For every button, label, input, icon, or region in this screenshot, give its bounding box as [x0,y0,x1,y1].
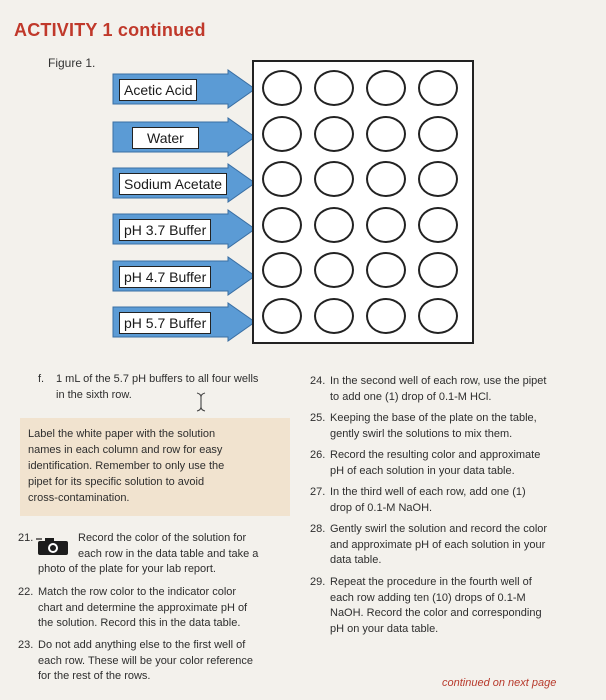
step-line: and approximate pH of each solution in your [330,538,546,551]
step-29 [310,575,600,637]
plate-well [366,252,406,288]
plate-well [314,207,354,243]
row-label-acetic-acid: Acetic Acid [119,79,197,101]
step-27 [310,485,600,516]
row-label-ph-4-7-buffer: pH 4.7 Buffer [119,266,211,288]
step-line: Record the color of the solution for [78,532,247,544]
step-line: NaOH. Record the color and corresponding [330,607,542,619]
note-line: names in each column and row for easy [28,444,223,456]
plate-well [262,298,302,334]
row-arrow [112,69,256,109]
row-label-ph-3-7-buffer: pH 3.7 Buffer [119,219,211,241]
row-label-ph-5-7-buffer: pH 5.7 Buffer [119,312,211,334]
step-line: drop of 0.1-M NaOH. [330,501,433,514]
camera-icon [36,536,70,556]
row-arrow [112,117,256,157]
step-line: for the rest of the rows. [38,670,151,682]
step-number: 26. [310,449,326,461]
step-number: 21. [18,532,34,544]
step-25 [310,411,600,442]
plate-well [262,116,302,152]
step-line: Record the resulting color and approximate [330,449,541,461]
note-line: cross-contamination. [28,492,130,504]
row-arrow [112,256,256,296]
plate-well [314,161,354,197]
row-arrow [112,209,256,249]
plate-well [262,161,302,197]
page-title: ACTIVITY 1 continued [14,20,206,40]
plate-well [314,298,354,334]
plate-well [262,207,302,243]
plate-well [366,116,406,152]
plate-well [314,116,354,152]
step-28 [310,522,602,569]
step-line: In the third well of each row, add one (1) [330,486,526,498]
step-line: In the second well of each row, use the pipet [330,375,547,387]
step-line: to add one (1) drop of 0.1-M HCl. [330,390,492,403]
note-line: Label the white paper with the solution [28,428,216,440]
step-line: in the sixth row. [56,388,132,401]
plate-well [418,298,458,334]
step-number: 29. [310,576,326,588]
step-line: 1 mL of the 5.7 pH buffers to all four wells [56,373,259,385]
well-plate [252,60,474,344]
step-number: 27. [310,486,326,498]
step-23 [18,638,308,685]
note-line: pipet for its specific solution to avoid [28,476,205,488]
step-26 [310,448,600,479]
step-number: 28. [310,523,326,535]
step-line: Repeat the procedure in the fourth well of [330,576,532,588]
step-22 [18,585,308,632]
plate-well [314,252,354,288]
step-line: Do not add anything else to the first well of [38,639,246,651]
step-number: 22. [18,586,34,598]
step-line: photo of the plate for your lab report. [38,563,216,575]
plate-well [366,70,406,106]
step-line: each row adding ten (10) drops of 0.1-M [330,591,526,604]
step-line: pH of each solution in your data table. [330,464,515,477]
row-label-water: Water [132,127,199,149]
step-line: Match the row color to the indicator color [38,586,237,598]
step-line: the solution. Record this in the data table. [38,617,241,629]
step-number: f. [38,373,45,385]
plate-well [418,161,458,197]
note-box [20,418,290,516]
step-f [38,372,302,403]
note-line: identification. Remember to only use the [28,460,225,472]
plate-well [418,252,458,288]
step-number: 23. [18,639,34,651]
step-line: Keeping the base of the plate on the table, [330,412,537,424]
plate-well [366,207,406,243]
step-line: gently swirl the solutions to mix them. [330,427,513,440]
step-line: each row. These will be your color reference [38,654,254,667]
step-number: 24. [310,375,326,387]
text-cursor-icon [195,392,207,412]
step-line: chart and determine the approximate pH of [38,601,248,614]
plate-well [262,252,302,288]
plate-well [418,207,458,243]
row-label-sodium-acetate: Sodium Acetate [119,173,227,195]
step-line: data table. [330,554,382,566]
step-number: 25. [310,412,326,424]
plate-well [418,116,458,152]
step-line: each row in the data table and take a [78,547,259,560]
figure-label: Figure 1. [48,56,96,70]
row-arrow [112,163,256,203]
plate-well [314,70,354,106]
plate-well [366,161,406,197]
plate-well [418,70,458,106]
continued-note: continued on next page [442,677,557,689]
step-line: pH on your data table. [330,622,439,635]
plate-well [262,70,302,106]
plate-well [366,298,406,334]
step-line: Gently swirl the solution and record the color [330,523,548,535]
step-24 [310,374,600,405]
row-arrow [112,302,256,342]
